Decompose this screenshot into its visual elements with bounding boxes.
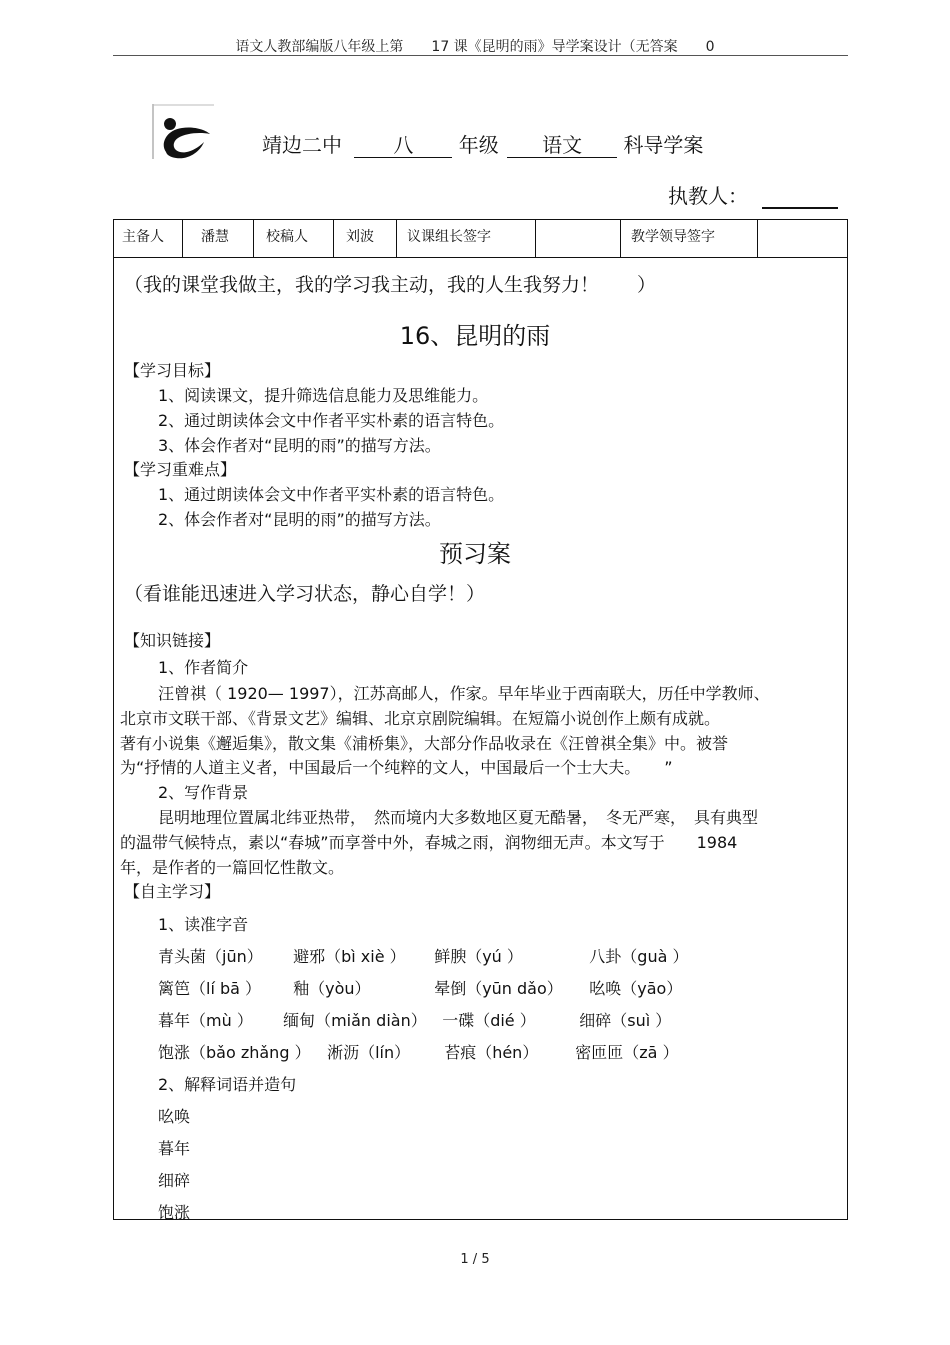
grade-suffix: 年级 [458,133,499,157]
preview-motto: （看谁能迅速进入学习状态，静心自学！） [124,583,486,605]
background-heading: 2、写作背景 [158,783,249,802]
sig-cell: 教学领导签字 [621,220,758,257]
pinyin-item: 晕倒（yūn dǎo） [434,979,563,998]
pinyin-item: 篱笆（lí bā ） [158,979,262,998]
sig-cell: 校稿人 [254,220,334,257]
school-logo-icon [152,104,214,159]
goal-item: 2、通过朗读体会文中作者平实朴素的语言特色。 [158,411,505,430]
pinyin-item: 暮年（mù ） [158,1011,253,1030]
pronunciation-heading: 1、读准字音 [158,915,249,934]
pronunciation-row [158,1008,671,1031]
sig-cell: 主备人 [114,220,183,257]
goal-item: 1、阅读课文，提升筛选信息能力及思维能力。 [158,386,489,405]
teacher-blank [762,187,838,209]
pinyin-item: 密匝匝（zā ） [575,1043,679,1062]
vocab-item: 饱涨 [158,1203,191,1222]
knowledge-heading: 【知识链接】 [124,631,221,650]
grade-blank: 八 [354,133,452,158]
page-number: 1 / 5 [460,1252,490,1267]
background-text-line: 的温带气候特点，素以“春城”而享誉中外，春城之雨，润物细无声。本文写于 1984 [120,833,738,852]
goal-item: 3、体会作者对“昆明的雨”的描写方法。 [158,436,441,455]
pinyin-item: 鲜腴（yú ） [434,947,523,966]
pronunciation-row [158,944,688,967]
author-text-line: 北京市文联干部、《背景文艺》编辑、北京京剧院编辑。在短篇小说创作上颇有成就。 [120,709,721,728]
teacher-line [668,180,838,209]
sig-cell: 议课组长签字 [397,220,536,257]
motto: （我的课堂我做主，我的学习我主动，我的人生我努力！ ） [124,274,657,296]
goals-heading: 【学习目标】 [124,361,221,380]
vocab-item: 吆唤 [158,1107,191,1126]
pinyin-item: 一碟（dié ） [442,1011,536,1030]
pinyin-item: 青头菌（jūn） [158,947,263,966]
vocab-heading: 2、解释词语并造句 [158,1075,297,1094]
author-text-line: 为“抒情的人道主义者，中国最后一个纯粹的文人，中国最后一个士大夫。 ” [120,758,673,777]
signature-row [114,220,847,258]
lesson-title: 16、昆明的雨 [399,322,551,350]
pronunciation-row [158,976,682,999]
difficulty-item: 2、体会作者对“昆明的雨”的描写方法。 [158,510,441,529]
pinyin-item: 苔痕（hén） [444,1043,539,1062]
sig-cell: 潘慧 [183,220,254,257]
pinyin-item: 吆唤（yāo） [589,979,683,998]
pinyin-item: 釉（yòu） [293,979,371,998]
header-divider [113,55,848,56]
pinyin-item: 淅沥（lín） [327,1043,411,1062]
background-text-line: 昆明地理位置属北纬亚热带， 然而境内大多数地区夏无酷暑， 冬无严寒， 具有典型 [158,808,759,827]
sig-cell: 刘波 [334,220,397,257]
author-heading: 1、作者简介 [158,658,249,677]
vocab-item: 细碎 [158,1171,191,1190]
school-name: 靖边二中 [262,133,342,157]
pinyin-item: 细碎（suì ） [579,1011,672,1030]
preview-title: 预习案 [439,540,511,568]
document-title [262,129,703,158]
background-text-line: 年，是作者的一篇回忆性散文。 [120,858,345,877]
subject-blank: 语文 [507,133,617,158]
sig-cell [758,220,847,257]
pinyin-item: 缅甸（miǎn diàn） [283,1011,427,1030]
pinyin-item: 饱涨（bǎo zhǎng ） [158,1043,311,1062]
subject-suffix: 科导学案 [623,133,704,157]
self-study-heading: 【自主学习】 [124,882,221,901]
running-header: 语文人教部编版八年级上第 17 课《昆明的雨》导学案设计（无答案 0 [235,39,715,55]
difficulty-item: 1、通过朗读体会文中作者平实朴素的语言特色。 [158,485,505,504]
pronunciation-row [158,1040,679,1063]
vocab-item: 暮年 [158,1139,191,1158]
sig-cell [536,220,621,257]
pinyin-item: 八卦（guà ） [589,947,689,966]
pinyin-item: 避邪（bì xiè ） [293,947,406,966]
difficulties-heading: 【学习重难点】 [124,460,237,479]
author-text-line: 著有小说集《邂逅集》，散文集《浦桥集》，大部分作品收录在《汪曾祺全集》中。被誉 [120,734,729,753]
author-text-line: 汪曾祺（ 1920— 1997），江苏高邮人，作家。早年毕业于西南联大，历任中学教师、 [158,684,770,703]
teacher-label: 执教人： [668,184,748,208]
